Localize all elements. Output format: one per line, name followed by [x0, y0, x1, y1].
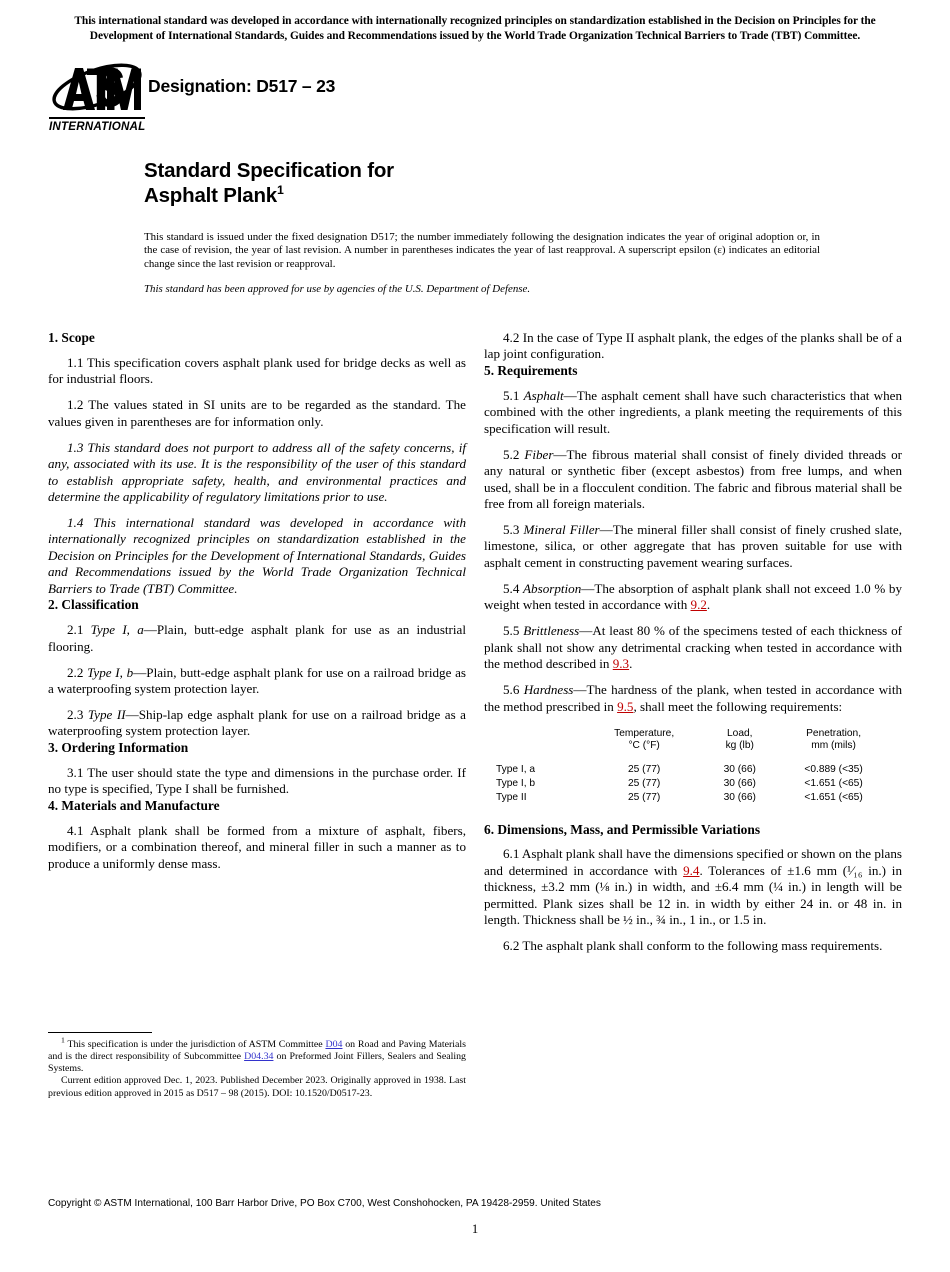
paragraph-5-5-number: 5.5: [503, 623, 524, 639]
paragraph-5-3: [484, 522, 902, 571]
cell-type: Type I, a: [496, 763, 536, 775]
table-header-load-line1: Load,: [726, 728, 753, 740]
cross-reference-9-3[interactable]: 9.3: [612, 656, 630, 672]
astm-logo-mark: [49, 60, 145, 118]
page-number: 1: [471, 1222, 479, 1236]
paragraph-1-3: 1.3 This standard does not purport to address all of the safety concerns, if any, associated with its use. It is the responsibility of the user of this standard to establish appropriate safety, health, and environmental practices and determine the applicability of regulatory limitations prior to use.: [48, 439, 466, 505]
cell-penetration: <1.651 (<65): [804, 777, 863, 789]
table-row: [490, 792, 894, 806]
cell-load: 30 (66): [723, 777, 756, 789]
hardness-requirements-table: [490, 728, 894, 806]
paragraph-5-6-text: —The hardness of the plank, when tested in accordance with the method prescribed in: [484, 682, 903, 714]
table-header-type: [490, 728, 582, 764]
paragraph-4-2: 4.2 In the case of Type II asphalt plank, the edges of the planks shall be of a lap joint configuration.: [484, 330, 902, 362]
table-header-penetration-line2: mm (mils): [811, 740, 856, 752]
section-heading-ordering-information: 3. Ordering Information: [48, 739, 189, 755]
section-heading-requirements: 5. Requirements: [484, 362, 578, 378]
cross-reference-9-4[interactable]: 9.4: [683, 862, 700, 878]
paragraph-1-4: 1.4 This international standard was developed in accordance with internationally recognized principles on standardization established in the Decision on Principles for the Development of International Standards, Guides and Recommendations issued by the World Trade Organization Technical Barriers to Trade (TBT) Committee.: [48, 515, 466, 596]
paragraph-5-6: [484, 682, 902, 715]
table-header-temperature-line1: Temperature,: [614, 728, 675, 740]
table-header-load: [706, 728, 773, 764]
paragraph-5-4-label: Absorption: [523, 580, 582, 596]
paragraph-2-1-number: 2.1: [67, 622, 91, 638]
tbt-header-notice: This international standard was developed in accordance with internationally recognized principles on standardization established in the Decision on Principles for the Development of International Standards, Guides and Recommendations issued by the World Trade Organization Technical Barriers to Trade (TBT) Committee.: [74, 15, 876, 42]
designation-label: Designation: D517 – 23: [148, 76, 336, 96]
right-column: [484, 330, 902, 955]
issuance-statement: This standard is issued under the fixed designation D517; the number immediately following the designation indicates the year of original adoption or, in the case of revision, the year of last revision. A number in parentheses indicates the year of last reapproval. A superscript epsilon (ε) indicates an editorial change since the last revision or reapproval.: [144, 231, 820, 270]
paragraph-5-5-text-end: .: [629, 656, 633, 672]
title-footnote-marker: 1: [276, 183, 284, 198]
paragraph-2-2-label: Type I, b: [87, 664, 134, 680]
table-header-load-line2: kg (lb): [725, 740, 754, 752]
paragraph-5-2-label: Fiber: [524, 446, 554, 462]
cell-load: 30 (66): [723, 763, 756, 775]
paragraph-5-1-text: —The asphalt cement shall have such characteristics that when combined with the other ingredients, a plank meeting the requirements of this specification will result.: [484, 387, 903, 436]
footnote-text-a: This specification is under the jurisdiction of ASTM Committee: [64, 1039, 326, 1050]
paragraph-6-1: [484, 846, 902, 928]
subcommittee-link-d0434[interactable]: D04.34: [244, 1051, 274, 1063]
table-header-temperature: [582, 728, 706, 764]
cell-type: Type I, b: [496, 777, 536, 789]
paragraph-5-3-label: Mineral Filler: [523, 521, 600, 537]
table-header-penetration-line1: Penetration,: [806, 728, 862, 740]
paragraph-5-3-text: —The mineral filler shall consist of finely crushed slate, limestone, silica, or other aggregate that has proven suitable for use with asphalt cement in constructing pavement wearing surfaces.: [484, 521, 903, 570]
paragraph-5-2: [484, 447, 902, 513]
astm-international-label: INTERNATIONAL: [49, 117, 145, 133]
section-heading-materials-and-manufacture: 4. Materials and Manufacture: [48, 797, 220, 813]
cell-temperature: 25 (77): [628, 791, 661, 803]
paragraph-5-4-text: —The absorption of asphalt plank shall not exceed 1.0 % by weight when tested in accordance with: [484, 580, 903, 613]
paragraph-5-1-number: 5.1: [503, 387, 524, 403]
paragraph-5-3-number: 5.3: [503, 521, 524, 537]
astm-logo-icon: [49, 60, 145, 118]
paragraph-2-3-label: Type II: [87, 707, 126, 723]
paragraph-6-2: 6.2 The asphalt plank shall conform to the following mass requirements.: [503, 938, 883, 954]
section-heading-dimensions: 6. Dimensions, Mass, and Permissible Variations: [484, 821, 761, 837]
paragraph-1-1: 1.1 This specification covers asphalt plank used for bridge decks as well as for industrial floors.: [48, 354, 466, 387]
cell-penetration: <0.889 (<35): [804, 763, 863, 775]
cross-reference-9-5[interactable]: 9.5: [617, 698, 634, 714]
paragraph-5-4-number: 5.4: [503, 580, 524, 596]
astm-logo: [49, 60, 145, 134]
cross-reference-9-2[interactable]: 9.2: [690, 597, 707, 613]
paragraph-5-2-number: 5.2: [503, 446, 525, 462]
paragraph-2-1-label: Type I, a: [90, 622, 144, 638]
footnote-rule: [48, 1032, 152, 1033]
paragraph-2-1-text: —Plain, butt-edge asphalt plank for use as an industrial flooring.: [48, 622, 466, 654]
paragraph-4-1: 4.1 Asphalt plank shall be formed from a mixture of asphalt, fibers, modifiers, or a combination thereof, and mineral filler in such a manner as to produce a uniformly dense mass.: [48, 822, 466, 871]
paragraph-3-1: 3.1 The user should state the type and dimensions in the purchase order. If no type is specified, Type I shall be furnished.: [48, 764, 466, 797]
paragraph-1-2: 1.2 The values stated in SI units are to be regarded as the standard. The values given in parentheses are for information only.: [48, 397, 466, 429]
paragraph-5-2-text: —The fibrous material shall consist of finely divided threads or any natural or synthetic fiber (except asbestos) from free lumps, and when used, shall be in a flocculent condition. The fabric and fibrous material shall be free from all foreign materials.: [484, 446, 902, 512]
paragraph-5-4: [484, 581, 902, 614]
cell-temperature: 25 (77): [628, 763, 661, 775]
paragraph-2-2-number: 2.2: [67, 664, 88, 680]
paragraph-5-5-text: —At least 80 % of the specimens tested of each thickness of plank shall not show any detrimental cracking when tested in accordance with the method described in: [484, 623, 902, 672]
cell-temperature: 25 (77): [628, 777, 661, 789]
paragraph-5-5: [484, 623, 902, 672]
paragraph-2-3: [48, 707, 466, 740]
paragraph-2-2: [48, 665, 466, 698]
paragraph-6-1-text-b: . Tolerances of ±1.6 mm (¹⁄₁₆ in.) in thickness, ±3.2 mm (⅛ in.) in width, and ±6.4 mm (¼ in.) in length will be permitted. Plank sizes shall be 12 in. in width by either 24 in. or 48 in. in length. Thickness shall be ½ in., ¾ in., 1 in., or 1.5 in.: [484, 862, 902, 928]
table-body: [490, 764, 894, 806]
table-row: [490, 764, 894, 778]
paragraph-5-5-label: Brittleness: [523, 623, 580, 639]
left-column: [48, 330, 466, 872]
table-header-row: [490, 728, 894, 764]
paragraph-2-2-text: —Plain, butt-edge asphalt plank for use on a railroad bridge as a waterproofing system protection layer.: [48, 664, 467, 697]
cell-type: Type II: [496, 791, 527, 803]
dod-approval-note: This standard has been approved for use by agencies of the U.S. Department of Defense.: [144, 283, 531, 295]
table-head: [490, 728, 894, 764]
section-heading-classification: 2. Classification: [48, 597, 139, 613]
section-heading-scope: 1. Scope: [48, 330, 95, 345]
paragraph-5-1-label: Asphalt: [523, 387, 564, 403]
paragraph-5-4-text-end: .: [706, 597, 711, 613]
title-line-1: Standard Specification for: [144, 159, 394, 182]
paragraph-5-6-number: 5.6: [503, 682, 524, 698]
title-line-2: Asphalt Plank: [144, 184, 277, 207]
footnote-text-b: on Road and Paving Materials and is the direct responsibility of Subcommittee: [48, 1039, 466, 1063]
footnote-marker: 1: [61, 1035, 65, 1045]
committee-link-d04[interactable]: D04: [325, 1039, 343, 1050]
page-title: [144, 158, 764, 208]
paragraph-6-1-text-a: 6.1 Asphalt plank shall have the dimensions specified or shown on the plans and determined in accordance with: [484, 846, 902, 878]
paragraph-5-6-label: Hardness: [523, 682, 574, 698]
copyright-notice: Copyright © ASTM International, 100 Barr Harbor Drive, PO Box C700, West Conshohocken, PA 19428-2959. United States: [48, 1198, 601, 1209]
paragraph-2-1: [48, 622, 466, 655]
footnote-text-c: on Preformed Joint Fillers, Sealers and Sealing Systems.: [48, 1051, 466, 1075]
paragraph-2-3-number: 2.3: [67, 707, 88, 723]
paragraph-5-1: [484, 388, 902, 437]
footnote-paragraph-2: Current edition approved Dec. 1, 2023. Published December 2023. Originally approved in 1938. Last previous edition approved in 2015 as D517 – 98 (2015). DOI: 10.1520/D0517-23.: [48, 1075, 466, 1099]
footnote-paragraph-1: [48, 1035, 466, 1075]
table-header-penetration: [773, 728, 894, 764]
cell-penetration: <1.651 (<65): [804, 791, 863, 803]
paragraph-5-6-text-end: , shall meet the following requirements:: [633, 698, 843, 714]
footnote-block: [48, 1032, 466, 1100]
cell-load: 30 (66): [723, 791, 756, 803]
table-row: [490, 778, 894, 792]
table-header-temperature-line2: °C (°F): [628, 740, 660, 752]
paragraph-2-3-text: —Ship-lap edge asphalt plank for use on a railroad bridge as a waterproofing system protection layer.: [48, 707, 466, 739]
